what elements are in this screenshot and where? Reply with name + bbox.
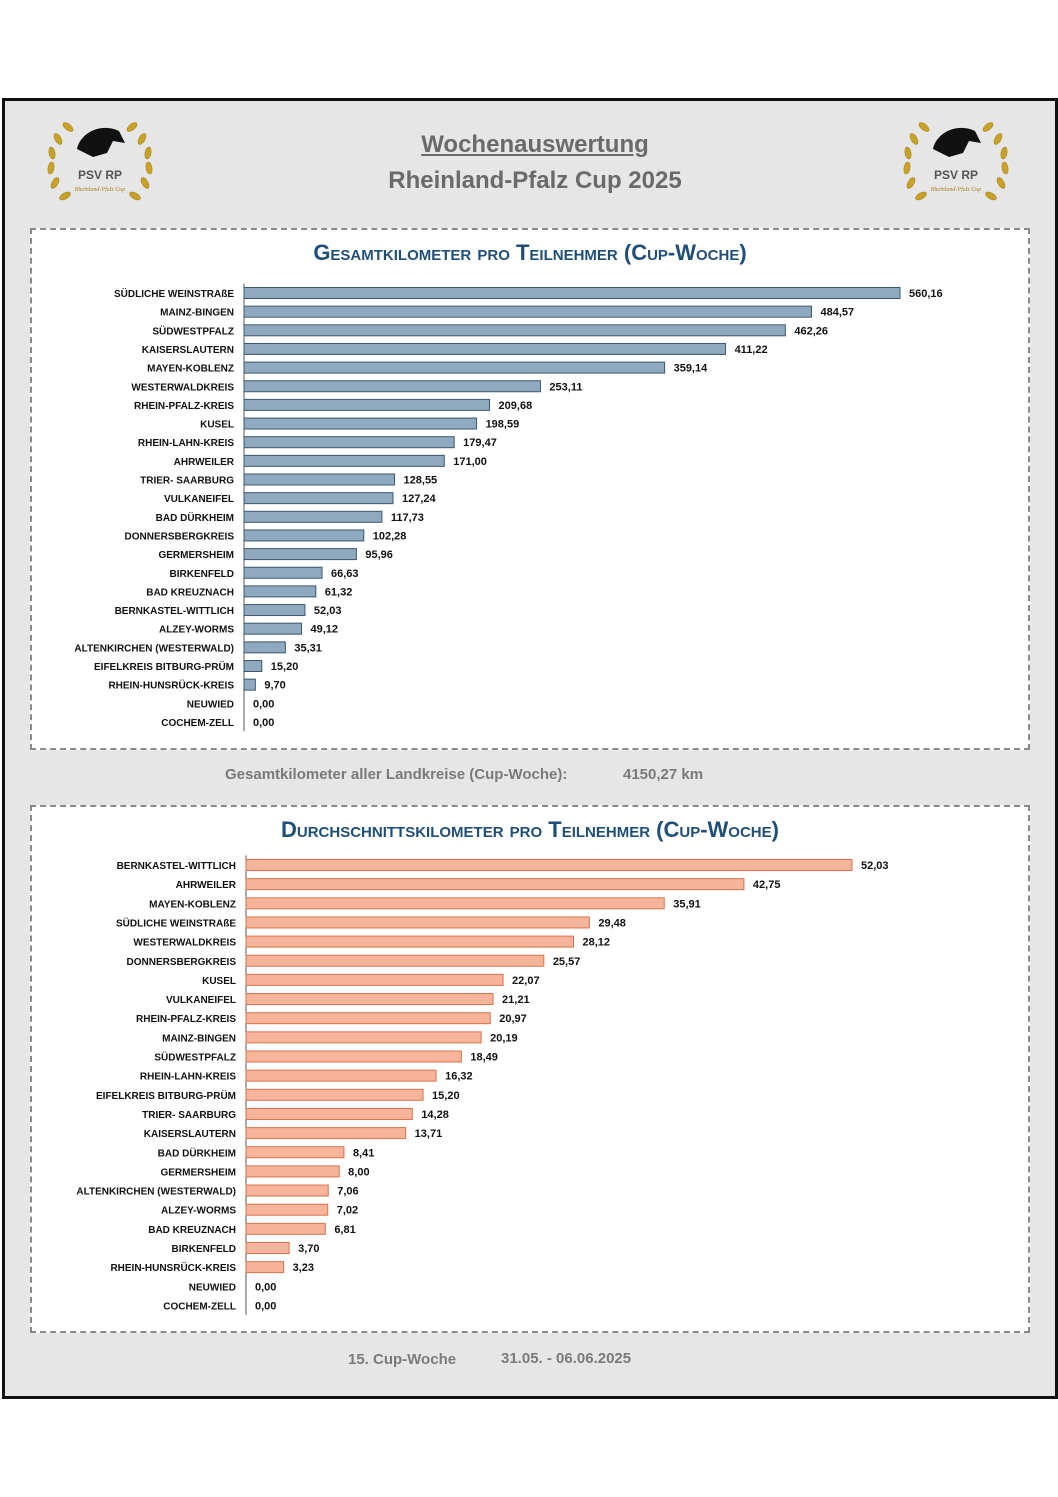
bar [244,381,540,392]
category-label: TRIER- SAARBURG [140,475,234,487]
value-label: 15,20 [270,661,299,673]
bar [244,549,356,560]
value-label: 411,22 [734,343,768,356]
value-label: 462,26 [794,325,829,338]
value-label: 7,06 [337,1185,359,1198]
value-label: 35,91 [673,898,701,911]
category-label: BERNKASTEL-WITTLICH [114,606,234,618]
category-label: RHEIN-LAHN-KREIS [139,1071,236,1083]
bar [244,586,316,597]
category-label: KAISERSLAUTERN [141,344,234,356]
bar [246,936,574,947]
horse-head-icon [933,128,981,157]
value-label: 20,97 [499,1013,527,1026]
psv-logo-right [897,113,1015,213]
value-label: 0,00 [255,1281,277,1294]
value-label: 95,96 [365,549,393,562]
category-label: WESTERWALDKREIS [133,937,236,949]
chart-title-total: Gesamtkilometer pro Teilnehmer (Cup-Woche) [313,240,747,265]
total-km-label: Gesamtkilometer aller Landkreise (Cup-Woche): [225,766,568,783]
bar [246,1185,328,1196]
value-label: 25,57 [552,955,581,968]
bar [244,399,490,410]
bar [246,1013,490,1024]
category-label: RHEIN-HUNSRÜCK-KREIS [110,1263,236,1275]
bar [246,1070,436,1081]
bar [246,860,852,871]
horse-head-icon [77,128,125,157]
value-label: 42,75 [752,879,781,892]
category-label: BAD DÜRKHEIM [155,512,234,524]
category-label: MAINZ-BINGEN [160,307,234,319]
value-label: 61,32 [324,586,353,599]
bar [246,1204,328,1215]
page-title: Wochenauswertung [421,131,649,158]
category-label: MAINZ-BINGEN [162,1033,236,1045]
bar [246,879,744,890]
category-label: DONNERSBERGKREIS [126,956,236,968]
value-label: 359,14 [673,362,708,375]
bar [244,642,285,653]
value-label: 171,00 [453,455,487,468]
category-label: SÜDLICHE WEINSTRAßE [114,289,234,300]
bar [246,1262,284,1273]
category-label: BAD KREUZNACH [148,1224,236,1236]
bar [246,1051,461,1062]
category-label: RHEIN-LAHN-KREIS [137,438,234,450]
category-label: VULKANEIFEL [166,995,236,1007]
category-label: KAISERSLAUTERN [143,1129,236,1141]
value-label: 20,19 [490,1032,518,1045]
category-label: COCHEM-ZELL [161,717,234,729]
chart-total-km [32,230,1028,748]
category-label: ALZEY-WORMS [161,1205,236,1217]
bar [246,974,503,985]
value-label: 66,63 [331,567,359,580]
bar [246,994,493,1005]
bar [244,362,665,373]
chart-average-km [32,807,1028,1331]
value-label: 21,21 [502,994,530,1007]
value-label: 52,03 [861,860,889,872]
category-label: COCHEM-ZELL [163,1301,236,1313]
bar [244,288,900,299]
value-label: 6,81 [334,1223,356,1236]
value-label: 127,24 [402,493,436,506]
value-label: 179,47 [463,437,497,450]
svg-text:PSV RP: PSV RP [933,168,979,182]
value-label: 0,00 [253,698,275,711]
bar [244,306,811,317]
category-label: KUSEL [200,419,234,431]
value-label: 0,00 [253,716,275,729]
value-label: 3,70 [298,1243,320,1255]
category-label: VULKANEIFEL [164,494,234,506]
bar [244,325,785,336]
category-label: MAYEN-KOBLENZ [147,363,234,375]
bar [244,605,305,616]
category-label: SÜDWESTPFALZ [154,1052,236,1064]
bar [244,418,477,429]
bar [246,1147,344,1158]
chart-panel-total [30,228,1030,750]
bar [244,511,382,522]
category-label: DONNERSBERGKREIS [124,531,234,543]
value-label: 8,00 [348,1166,370,1179]
chart-title-average: Durchschnittskilometer pro Teilnehmer (Cup-Woche) [281,817,779,842]
category-label: ALTENKIRCHEN (WESTERWALD) [74,643,234,655]
value-label: 15,20 [432,1089,460,1102]
category-label: AHRWEILER [175,880,236,892]
date-range: 31.05. - 06.06.2025 [501,1350,632,1367]
category-label: RHEIN-PFALZ-KREIS [134,400,234,412]
cup-week-label: 15. Cup-Woche [348,1351,457,1368]
svg-text:Rheinland-Pfalz Cup: Rheinland-Pfalz Cup [74,187,126,193]
category-label: AHRWEILER [173,456,234,468]
category-label: BIRKENFELD [169,568,234,580]
bar [244,493,393,504]
bar [246,1128,406,1139]
value-label: 9,70 [264,679,286,692]
report-frame [2,98,1058,1399]
category-label: RHEIN-HUNSRÜCK-KREIS [108,680,234,692]
value-label: 198,59 [485,418,520,431]
value-label: 49,12 [310,623,339,636]
page-subtitle: Rheinland-Pfalz Cup 2025 [388,167,682,194]
category-label: NEUWIED [188,1282,236,1294]
category-label: SÜDWESTPFALZ [152,326,234,338]
bar [246,1223,325,1234]
bar [244,661,262,672]
value-label: 128,55 [403,474,438,487]
category-label: BIRKENFELD [171,1244,236,1255]
value-label: 102,28 [372,530,407,543]
value-label: 8,41 [352,1147,375,1160]
value-label: 28,12 [582,936,611,949]
bar [244,343,726,354]
bar [246,1089,423,1100]
bar [246,898,664,909]
category-label: EIFELKREIS BITBURG-PRÜM [96,1090,236,1102]
bar [246,1166,339,1177]
bar [244,530,364,541]
category-label: TRIER- SAARBURG [142,1109,236,1121]
category-label: ALZEY-WORMS [159,624,234,636]
bar [246,955,544,966]
value-label: 484,57 [820,306,855,319]
svg-text:PSV RP: PSV RP [77,168,123,182]
category-label: BAD KREUZNACH [146,587,234,599]
category-label: EIFELKREIS BITBURG-PRÜM [94,662,234,673]
bar [246,1243,289,1254]
bar [244,455,444,466]
category-label: NEUWIED [186,699,234,711]
bar [246,1032,481,1043]
category-label: SÜDLICHE WEINSTRAßE [116,918,236,930]
category-label: BAD DÜRKHEIM [157,1148,236,1160]
value-label: 253,11 [549,381,583,394]
value-label: 3,23 [292,1262,315,1275]
bar [244,623,302,634]
value-label: 35,31 [294,642,322,655]
bar [244,567,322,578]
value-label: 209,68 [498,399,533,412]
category-label: GERMERSHEIM [160,1167,236,1179]
chart-panel-average [30,805,1030,1333]
value-label: 29,48 [598,917,626,930]
value-label: 18,49 [470,1051,498,1064]
category-label: RHEIN-PFALZ-KREIS [136,1014,236,1026]
svg-text:Rheinland-Pfalz Cup: Rheinland-Pfalz Cup [930,187,982,193]
category-label: BERNKASTEL-WITTLICH [116,861,236,872]
category-label: ALTENKIRCHEN (WESTERWALD) [76,1186,236,1198]
value-label: 14,28 [421,1108,449,1121]
value-label: 22,07 [512,974,540,987]
value-label: 7,02 [336,1204,359,1217]
value-label: 16,32 [445,1070,473,1083]
value-label: 0,00 [255,1300,277,1313]
total-km-value: 4150,27 km [623,766,704,783]
bar [246,917,589,928]
psv-logo-left [41,113,159,213]
bar [244,437,454,448]
category-label: GERMERSHEIM [158,550,234,562]
value-label: 560,16 [909,288,943,300]
category-label: WESTERWALDKREIS [131,382,234,394]
bar [246,1108,412,1119]
value-label: 117,73 [390,511,424,524]
category-label: KUSEL [202,975,236,987]
bar [244,679,255,690]
category-label: MAYEN-KOBLENZ [149,899,236,911]
value-label: 13,71 [414,1128,443,1141]
value-label: 52,03 [313,605,342,618]
bar [244,474,395,485]
